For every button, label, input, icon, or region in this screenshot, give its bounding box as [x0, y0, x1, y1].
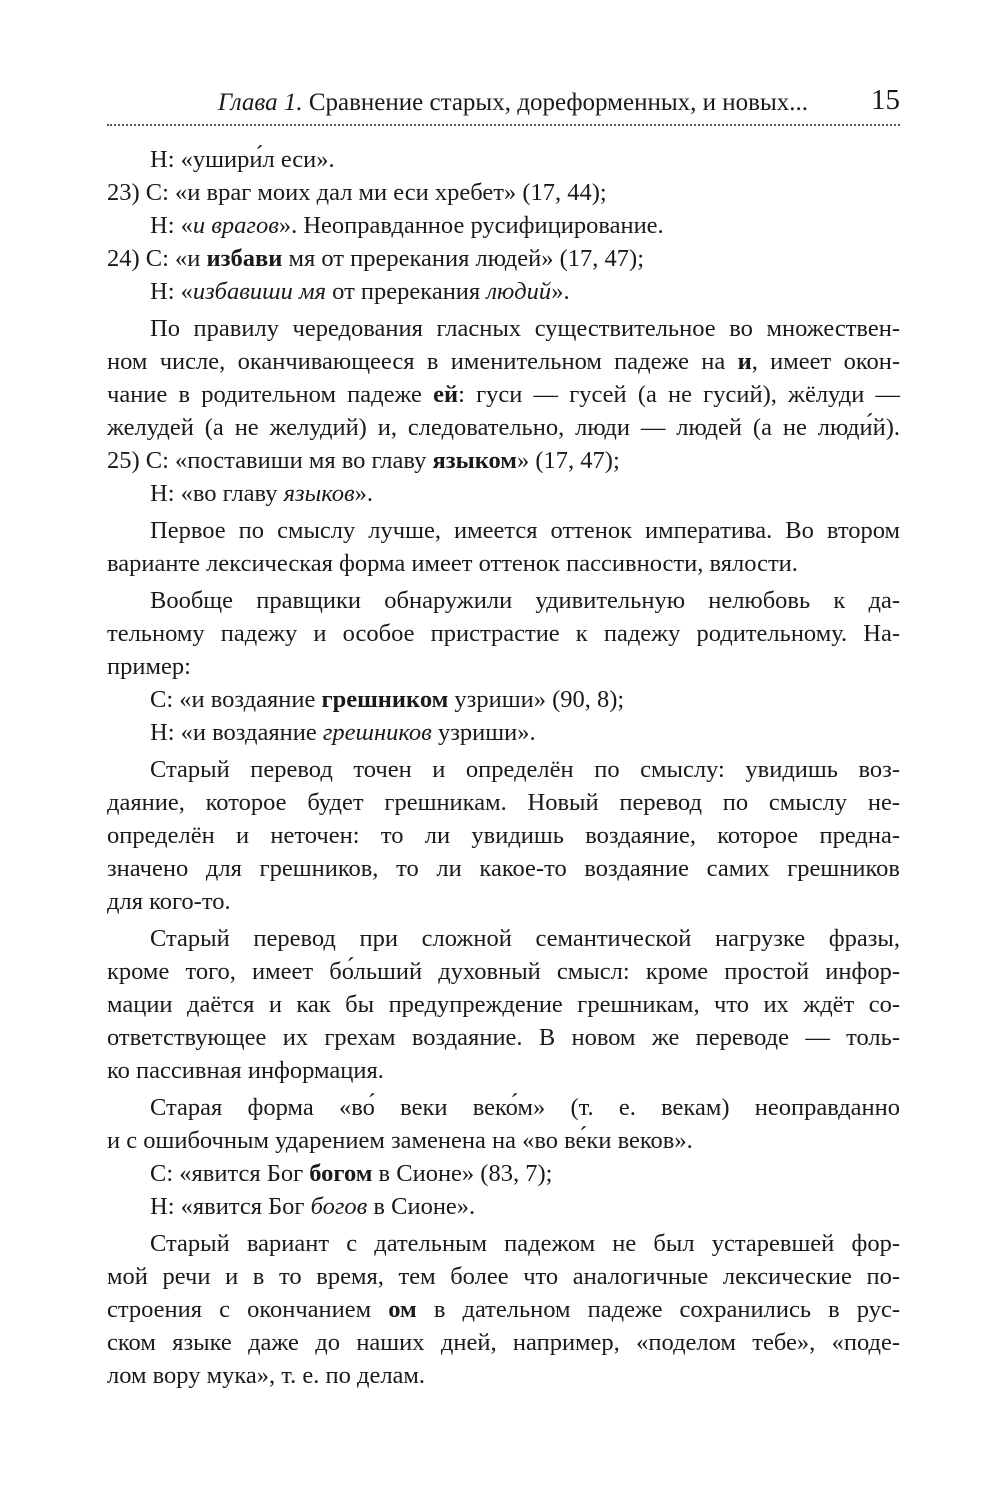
paragraph-line: ответствующее их грехам воздаяние. В новом же переводе — толь- — [107, 1024, 900, 1051]
paragraph-line: тельному падежу и особое пристрастие к падежу родительному. На- — [107, 620, 900, 647]
paragraph-line: для кого-то. — [107, 888, 231, 915]
text-line: С: «явится Бог богом в Сионе» (83, 7); — [150, 1160, 553, 1187]
chapter-title-text: Сравнение старых, дореформенных, и новых... — [302, 89, 808, 116]
paragraph-line: желудей (а не желудий) и, следовательно, люди — людей (а не люди́й). — [107, 414, 900, 441]
chapter-title — [218, 88, 808, 118]
page-number: 15 — [871, 84, 900, 116]
text-line: Н: «во главу языков». — [150, 480, 373, 507]
paragraph-line: Старый вариант с дательным падежом не был устаревшей фор- — [150, 1230, 900, 1257]
paragraph-line: Старый перевод точен и определён по смыслу: увидишь воз- — [150, 756, 900, 783]
page-body — [107, 143, 900, 1392]
text-line: Н: «избавиши мя от пререкания людий». — [150, 278, 570, 305]
paragraph-line: мой речи и в то время, тем более что аналогичные лексические по- — [107, 1263, 900, 1290]
paragraph-line: Старая форма «во́ веки веко́м» (т. е. векам) неоправданно — [150, 1094, 900, 1121]
chapter-number: Глава 1. — [217, 89, 303, 116]
text-line: 24) С: «и избави мя от пререкания людей» (17, 47); — [107, 245, 645, 272]
running-header — [107, 84, 900, 126]
text-line: Н: «явится Бог богов в Сионе». — [150, 1193, 476, 1220]
paragraph-line: и с ошибочным ударением заменена на «во ве́ки веков». — [107, 1127, 693, 1154]
text-line: Н: «и врагов». Неоправданное русифицирование. — [150, 212, 664, 239]
paragraph-line: ном числе, оканчивающееся в именительном падеже на и, имеет окон- — [107, 348, 900, 375]
paragraph-line: строения с окончанием ом в дательном падеже сохранились в рус- — [107, 1296, 900, 1323]
paragraph-line: значено для грешников, то ли какое-то воздаяние самих грешников — [107, 855, 900, 882]
paragraph-line: определён и неточен: то ли увидишь воздаяние, которое предна- — [107, 822, 900, 849]
paragraph-line: даяние, которое будет грешникам. Новый перевод по смыслу не- — [107, 789, 900, 816]
paragraph-line: пример: — [107, 653, 191, 680]
paragraph-line: ко пассивная информация. — [107, 1057, 384, 1084]
paragraph-line: чание в родительном падеже ей: гуси — гусей (а не гусий), жёлуди — — [107, 381, 900, 408]
paragraph-line: Первое по смыслу лучше, имеется оттенок императива. Во втором — [150, 517, 900, 544]
paragraph-line: варианте лексическая форма имеет оттенок пассивности, вялости. — [107, 550, 798, 577]
paragraph-line: лом вору мука», т. е. по делам. — [107, 1362, 426, 1389]
text-line: С: «и воздаяние грешником узриши» (90, 8); — [150, 686, 625, 713]
text-line: 23) С: «и враг моих дал ми еси хребет» (17, 44); — [107, 179, 607, 206]
paragraph-line: По правилу чередования гласных существительное во множествен- — [150, 315, 900, 342]
text-line: 25) С: «поставиши мя во главу языком» (17, 47); — [107, 447, 620, 474]
paragraph-line: Старый перевод при сложной семантической нагрузке фразы, — [150, 925, 900, 952]
paragraph-line: мации даётся и как бы предупреждение грешникам, что их ждёт со- — [107, 991, 900, 1018]
paragraph-line: Вообще правщики обнаружили удивительную нелюбовь к да- — [150, 587, 900, 614]
text-line: Н: «ушири́л еси». — [150, 146, 335, 173]
paragraph-line: ском языке даже до наших дней, например, «поделом тебе», «поде- — [107, 1329, 900, 1356]
text-line: Н: «и воздаяние грешников узриши». — [150, 719, 536, 746]
paragraph-line: кроме того, имеет бо́льший духовный смысл: кроме простой инфор- — [107, 958, 900, 985]
